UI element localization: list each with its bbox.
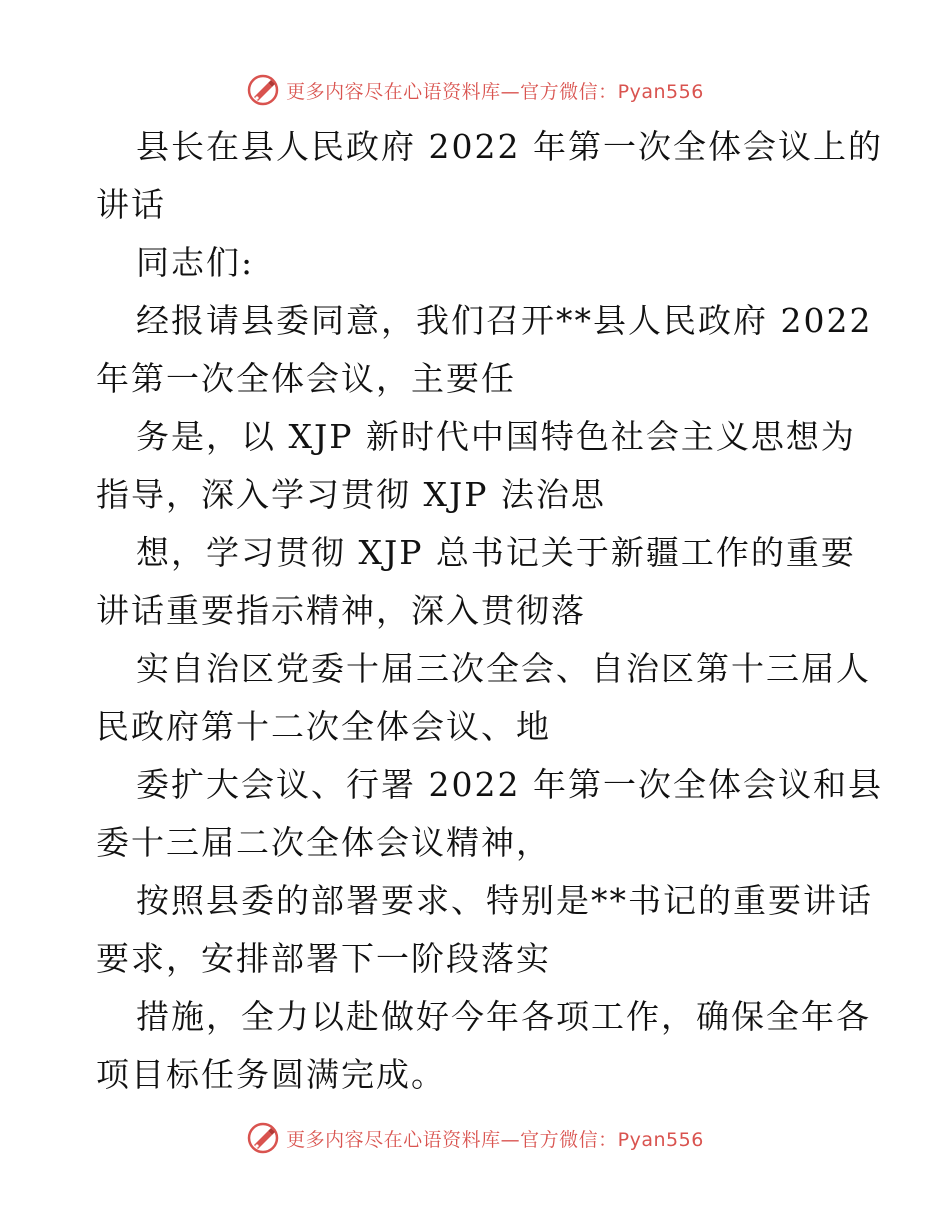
paragraph-line: 委十三届二次全体会议精神， [96,823,551,862]
footer-watermark-text: 更多内容尽在心语资料库—官方微信：Pyan556 [286,1128,704,1151]
title-line-2: 讲话 [96,185,166,224]
footer-watermark-banner [0,1118,950,1158]
pen-logo-icon [246,1121,280,1155]
paragraph-line: 项目标任务圆满完成。 [96,1055,446,1094]
paragraph-line: 措施，全力以赴做好今年各项工作，确保全年各 [136,997,871,1036]
paragraph-line: 民政府第十二次全体会议、地 [96,707,551,746]
header-watermark-text: 更多内容尽在心语资料库—官方微信：Pyan556 [286,80,704,103]
document-body [96,118,883,1104]
title-line-1: 县长在县人民政府 2022 年第一次全体会议上的 [136,127,883,166]
paragraph-line: 经报请县委同意，我们召开**县人民政府 2022 [136,301,873,340]
paragraph-line: 按照县委的部署要求、特别是**书记的重要讲话 [136,881,873,920]
paragraph-line: 要求，安排部署下一阶段落实 [96,939,551,978]
pen-logo-icon [246,73,280,107]
paragraph-line: 实自治区党委十届三次全会、自治区第十三届人 [136,649,871,688]
paragraph-line: 务是，以 XJP 新时代中国特色社会主义思想为 [136,417,856,456]
header-watermark-banner [0,70,950,110]
paragraph-line: 年第一次全体会议，主要任 [96,359,516,398]
paragraph-line: 指导，深入学习贯彻 XJP 法治思 [96,475,606,514]
paragraph-line: 想，学习贯彻 XJP 总书记关于新疆工作的重要 [136,533,856,572]
paragraph-line: 讲话重要指示精神，深入贯彻落 [96,591,586,630]
salutation: 同志们: [136,243,255,282]
paragraph-line: 委扩大会议、行署 2022 年第一次全体会议和县 [136,765,883,804]
